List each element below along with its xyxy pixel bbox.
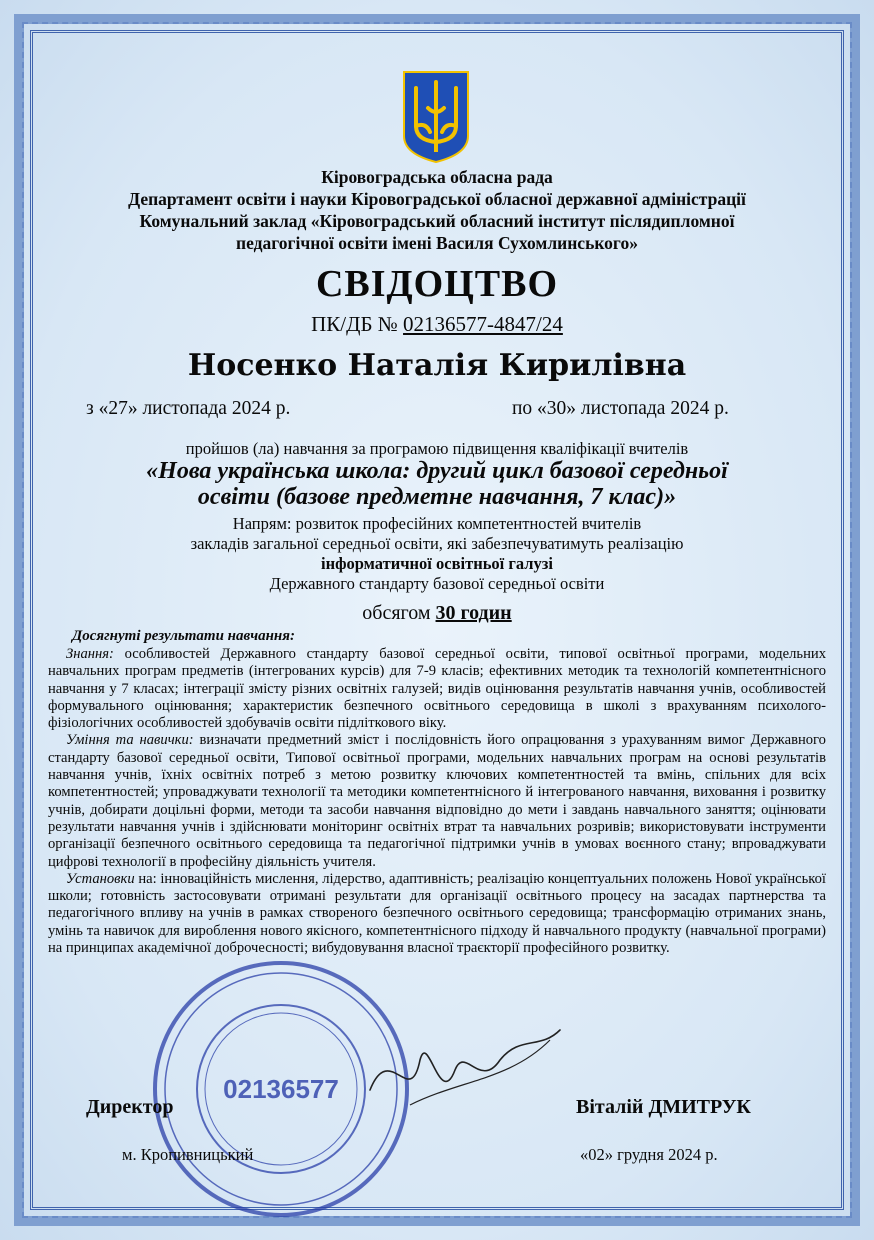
trident-emblem-icon xyxy=(402,70,470,164)
program-line: «Нова українська школа: другий цикл базової середньої xyxy=(146,458,728,484)
volume-prefix: обсягом xyxy=(362,602,431,624)
knowledge-text: особливостей Державного стандарту базової середньої освіти, типової освітньої програми, модельних навчальних програм предметів (інтегрованих курсів) для 7-9 класів; ефективних методик та технологій компетентнісного навчання у 7 класах; інтеграції змісту різних освітніх галузей; видів оцінювання результатів навчання учнів, особливостей формувального оцінювання; характеристик безпечного освітнього середовища в школі з врахуванням психолого-фізіологічних особливостей здобувачів освіти підліткового віку. xyxy=(48,646,826,732)
issue-date: «02» грудня 2024 р. xyxy=(580,1145,718,1164)
passed-text: пройшов (ла) навчання за програмою підвищення кваліфікації вчителів xyxy=(185,439,689,458)
signature-icon xyxy=(350,1020,570,1130)
direction-line: інформатичної освітньої галузі xyxy=(321,554,553,573)
attitudes-text: на: інноваційність мислення, лідерство, адаптивність; реалізацію концептуальних положень Нової української школи; готовність застосовувати отримані результати для організації освітнього процесу на засадах партнерства та педагогічного впливу на учнів в рамках створеного безпечного освітнього середовища; трансформацію отриманих знань, умінь та навичок для вироблення нового якісного, компетентнісного підходу й навчального продукту (навчальної програми) на принципах академічної доброчесності; вибудовування власної траєкторії професійного розвитку. xyxy=(48,870,826,957)
director-name: Віталій ДМИТРУК xyxy=(576,1096,751,1118)
volume-hours: 30 годин xyxy=(435,602,512,624)
seal-code: 02136577 xyxy=(223,1074,339,1104)
program-line: освіти (базове предметне навчання, 7 клас)» xyxy=(197,484,677,510)
attitudes-label: Установки xyxy=(66,870,135,887)
learning-results xyxy=(48,646,826,957)
date-to: по «30» листопада 2024 р. xyxy=(512,398,729,419)
header-line: Комунальний заклад «Кіровоградський обласний інститут післядипломної xyxy=(139,211,735,231)
course-volume xyxy=(60,602,814,625)
results-title: Досягнуті результати навчання: xyxy=(72,628,295,644)
direction-line: закладів загальної середньої освіти, які забезпечуватимуть реалізацію xyxy=(190,534,684,553)
header-line: Департамент освіти і науки Кіровоградської обласної державної адміністрації xyxy=(128,189,746,209)
skills-paragraph xyxy=(48,732,826,870)
direction-text xyxy=(60,514,814,594)
director-label: Директор xyxy=(86,1096,174,1118)
issue-city: м. Кропивницький xyxy=(122,1145,254,1164)
recipient-name: Носенко Наталія Кирилівна xyxy=(187,348,687,383)
skills-text: визначати предметний зміст і послідовність його опрацювання з урахуванням вимог Державного стандарту базової середньої освіти, Типової освітньої програми, модельних навчальних програм на основі результатів навчання учнів, їхніх освітніх потреб з метою розвитку ключових компетентностей та вмінь, спільних для всіх компетентностей; упроваджувати технології та методики компетентнісного й інтегрованого навчання, виховання і розвитку учнів, добирати доцільні форми, методи та засоби навчання відповідно до мети і завдань навчального заняття; оцінювати результати навчання учнів і здійснювати моніторинг освітніх втрат та навчальних розривів; використовувати інструменти організації безпечного освітнього середовища та педагогічної підтримки учнів в умовах воєнного стану; впроваджувати цифрові технології в професійну діяльність учителя. xyxy=(48,732,826,870)
document-title: СВІДОЦТВО xyxy=(315,263,559,305)
certificate-number xyxy=(60,312,814,337)
program-title xyxy=(60,458,814,510)
direction-line: Державного стандарту базової середньої освіти xyxy=(269,574,605,593)
knowledge-paragraph xyxy=(48,646,826,732)
skills-label: Уміння та навички: xyxy=(66,732,194,749)
header-line: Кіровоградська обласна рада xyxy=(321,167,553,187)
direction-line: Напрям: розвиток професійних компетентностей вчителів xyxy=(232,514,642,533)
header-line: педагогічної освіти імені Василя Сухомлинського» xyxy=(236,233,638,253)
certificate-prefix: ПК/ДБ № xyxy=(311,312,398,336)
attitudes-paragraph xyxy=(48,871,826,957)
issuer-header xyxy=(60,166,814,254)
certificate-number-value: 02136577-4847/24 xyxy=(403,312,563,336)
date-from: з «27» листопада 2024 р. xyxy=(86,398,291,419)
knowledge-label: Знання: xyxy=(66,646,114,662)
